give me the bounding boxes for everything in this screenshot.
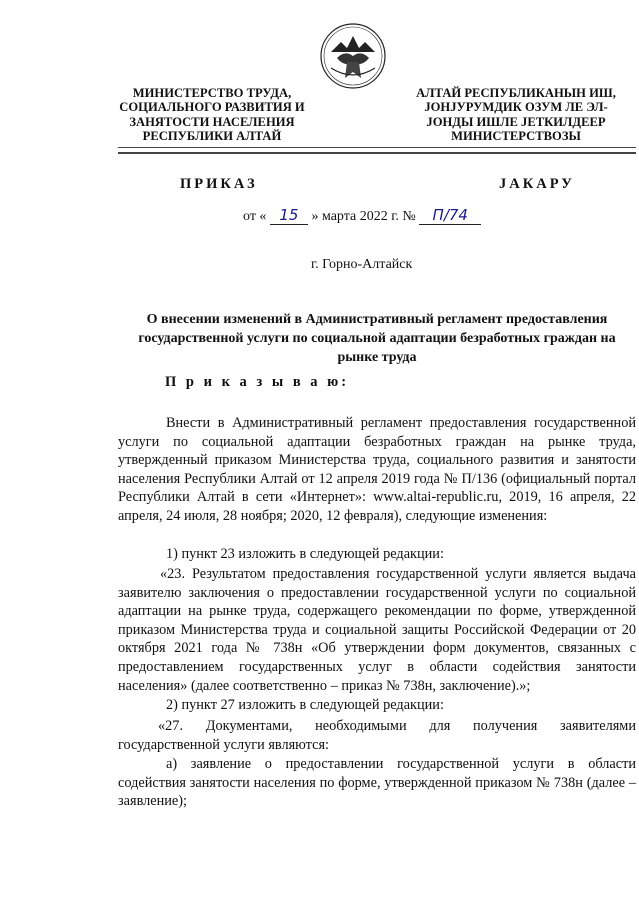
handwritten-order-number: П/74 <box>419 206 481 225</box>
header-divider-thick <box>118 152 636 154</box>
paragraph: «27. Документами, необходимыми для получения заявителями государственной услуги являются: <box>118 718 636 753</box>
header-divider-thin <box>118 147 636 148</box>
doc-type-russian: ПРИКАЗ <box>180 176 258 192</box>
header-line: МИНИСТЕРСТВОЗЫ <box>451 129 581 144</box>
header-line: ЈОНЈУРУМДИК ОЗУМ ЛЕ ЭЛ- <box>424 100 608 115</box>
doc-type-altai: ЈАКАРУ <box>499 176 575 192</box>
header-line: ЗАНЯТОСТИ НАСЕЛЕНИЯ <box>129 114 295 129</box>
paragraph: 1) пункт 23 изложить в следующей редакции: <box>166 546 444 562</box>
order-word: П р и к а з ы в а ю: <box>165 374 350 390</box>
date-prefix: от « <box>243 209 267 224</box>
date-middle: » марта 2022 г. № <box>311 209 416 224</box>
paragraph: 2) пункт 27 изложить в следующей редакции: <box>166 697 444 713</box>
header-line: СОЦИАЛЬНОГО РАЗВИТИЯ И <box>119 100 305 115</box>
ministry-name-altai <box>396 86 636 144</box>
date-line <box>243 206 481 225</box>
document-title: О внесении изменений в Административный регламент предоставления государственной услуги по социальной адаптации безработных граждан на рынке труда <box>138 312 616 365</box>
handwritten-day: 15 <box>270 206 308 225</box>
header-line: АЛТАЙ РЕСПУБЛИКАНЫН ИШ, <box>416 86 616 100</box>
header-line: РЕСПУБЛИКИ АЛТАЙ <box>142 129 282 144</box>
paragraph: а) заявление о предоставлении государственной услуги в области содействия занятости населения по форме, утвержденной приказом № 738н (далее – заявление); <box>118 756 636 810</box>
header-line: МИНИСТЕРСТВО ТРУДА, <box>132 86 292 100</box>
coat-of-arms-icon <box>317 22 389 90</box>
paragraph: «23. Результатом предоставления государственной услуги является выдача заявителю заключения о предоставлении государственной услуги по социальной адаптации на рынке труда, содержащего рекомендации по форме, утвержденной приказом Министерства труда и социальной защиты Российской Федерации от 20 октября 2021 года № 738н «Об утверждении форм документов, связанных с предоставлением государственных услуг в области содействия занятости населения» (далее соответственно – приказ № 738н, заключение).»; <box>118 566 636 694</box>
paragraph: Внести в Административный регламент предоставления государственной услуги по социальной адаптации безработных граждан на рынке труда, утвержденный приказом Министерства труда, социального развития и занятости населения Республики Алтай от 12 апреля 2019 года № П/136 (официальный портал Республики Алтай в сети «Интернет»: www.altai-republic.ru, 2019, 16 апреля, 22 апреля, 24 июля, 28 ноября; 2020, 12 февраля), следующие изменения: <box>118 415 636 524</box>
header-line: ЈОНДЫ ИШЛЕ ЈЕТКИЛДЕЕР <box>426 114 606 129</box>
city: г. Горно-Алтайск <box>311 257 413 272</box>
ministry-name-russian <box>88 86 336 144</box>
